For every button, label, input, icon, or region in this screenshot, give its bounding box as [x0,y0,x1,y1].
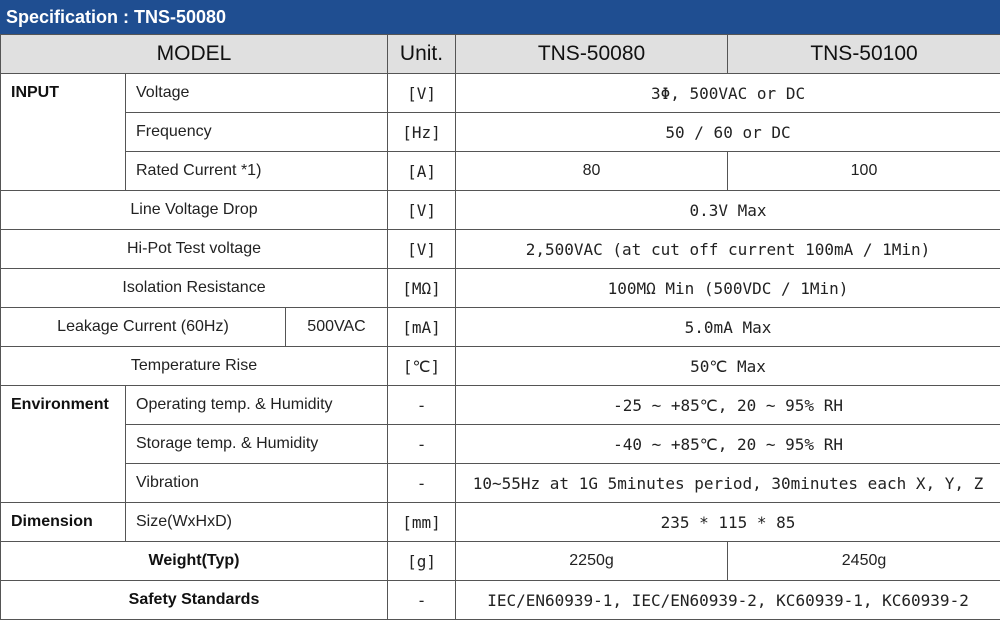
table-row [1,386,1000,425]
table-row [1,230,1000,269]
table-row [1,503,1000,542]
row-label: Storage temp. & Humidity [126,425,388,464]
row-value: 2,500VAC (at cut off current 100mA / 1Min) [456,230,1000,269]
table-row [1,113,1000,152]
row-unit: [℃] [388,347,456,386]
row-value: 3Φ, 500VAC or DC [456,74,1000,113]
row-value-tns-50100: 2450g [728,542,1000,581]
row-unit: - [388,581,456,620]
row-unit: [mm] [388,503,456,542]
header-tns-50080: TNS-50080 [456,35,728,74]
row-label: Line Voltage Drop [1,191,388,230]
row-label: Rated Current *1) [126,152,388,191]
row-value: -25 ~ +85℃, 20 ~ 95% RH [456,386,1000,425]
row-label: Safety Standards [1,581,388,620]
table-row [1,464,1000,503]
row-value: -40 ~ +85℃, 20 ~ 95% RH [456,425,1000,464]
table-row [1,152,1000,191]
row-label: Voltage [126,74,388,113]
row-value: 10~55Hz at 1G 5minutes period, 30minutes each X, Y, Z [456,464,1000,503]
table-row [1,74,1000,113]
category-input: INPUT [1,74,126,191]
row-value: IEC/EN60939-1, IEC/EN60939-2, KC60939-1, KC60939-2 [456,581,1000,620]
row-unit: [mA] [388,308,456,347]
row-unit: - [388,425,456,464]
row-value: 50 / 60 or DC [456,113,1000,152]
table-row [1,425,1000,464]
category-environment: Environment [1,386,126,503]
row-label: Isolation Resistance [1,269,388,308]
row-unit: [Hz] [388,113,456,152]
row-label: Frequency [126,113,388,152]
table-row [1,308,1000,347]
row-unit: [V] [388,191,456,230]
table-row [1,191,1000,230]
header-unit: Unit. [388,35,456,74]
row-value-tns-50080: 2250g [456,542,728,581]
row-unit: [MΩ] [388,269,456,308]
row-label: Weight(Typ) [1,542,388,581]
row-value: 100MΩ Min (500VDC / 1Min) [456,269,1000,308]
row-label: Temperature Rise [1,347,388,386]
row-label: Leakage Current (60Hz) [1,308,286,347]
header-row [1,35,1000,74]
page-title: Specification : TNS-50080 [0,0,1000,34]
category-dimension: Dimension [1,503,126,542]
row-sublabel: 500VAC [286,308,388,347]
row-value: 50℃ Max [456,347,1000,386]
row-value: 5.0mA Max [456,308,1000,347]
row-label: Operating temp. & Humidity [126,386,388,425]
table-row [1,269,1000,308]
row-unit: [V] [388,74,456,113]
row-value-tns-50100: 100 [728,152,1000,191]
table-row [1,347,1000,386]
row-label: Hi-Pot Test voltage [1,230,388,269]
row-unit: - [388,464,456,503]
row-unit: [g] [388,542,456,581]
row-value: 0.3V Max [456,191,1000,230]
row-unit: [A] [388,152,456,191]
table-row [1,581,1000,620]
row-unit: [V] [388,230,456,269]
row-label: Vibration [126,464,388,503]
row-unit: - [388,386,456,425]
row-value-tns-50080: 80 [456,152,728,191]
row-label: Size(WxHxD) [126,503,388,542]
header-tns-50100: TNS-50100 [728,35,1000,74]
header-model: MODEL [1,35,388,74]
spec-table [0,34,1000,620]
table-row [1,542,1000,581]
row-value: 235 * 115 * 85 [456,503,1000,542]
